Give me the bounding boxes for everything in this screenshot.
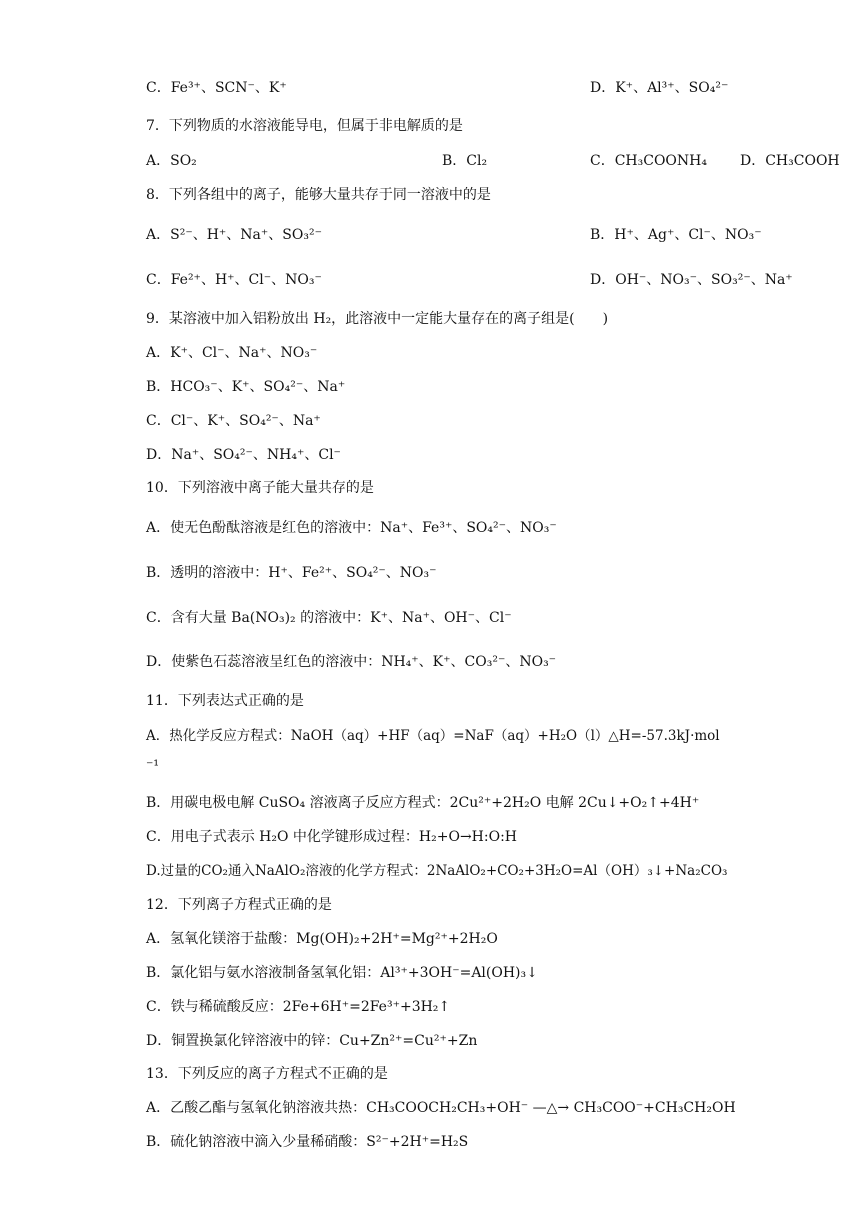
q8-option-row-2 [146,270,793,290]
q7-option-d: D．CH₃COOH [740,153,840,169]
q10-stem: 10．下列溶液中离子能大量共存的是 [146,480,374,496]
q13-stem: 13．下列反应的离子方程式不正确的是 [146,1066,388,1082]
q6-option-row [146,78,729,98]
q8-option-row-1 [146,225,762,245]
q10-option-c: C．含有大量 Ba(NO₃)₂ 的溶液中：K⁺、Na⁺、OH⁻、Cl⁻ [146,610,512,626]
q8-option-d: D．OH⁻、NO₃⁻、SO₃²⁻、Na⁺ [590,272,793,288]
q12-option-a: A．氢氧化镁溶于盐酸：Mg(OH)₂+2H⁺=Mg²⁺+2H₂O [146,931,498,947]
q7-option-a: A．SO₂ [146,153,197,169]
q7-option-b: B．Cl₂ [442,153,488,169]
q8-option-c: C．Fe²⁺、H⁺、Cl⁻、NO₃⁻ [146,272,322,288]
q9-option-b: B．HCO₃⁻、K⁺、SO₄²⁻、Na⁺ [146,379,346,395]
q8-option-b: B．H⁺、Ag⁺、Cl⁻、NO₃⁻ [590,227,762,243]
q7-stem: 7．下列物质的水溶液能导电，但属于非电解质的是 [146,118,463,134]
q8-stem: 8．下列各组中的离子，能够大量共存于同一溶液中的是 [146,187,491,203]
q13-option-b: B．硫化钠溶液中滴入少量稀硝酸：S²⁻+2H⁺=H₂S [146,1134,469,1150]
q12-option-b: B．氯化铝与氨水溶液制备氢氧化铝：Al³⁺+3OH⁻=Al(OH)₃↓ [146,965,538,981]
q9-option-a: A．K⁺、Cl⁻、Na⁺、NO₃⁻ [146,345,318,361]
q12-stem: 12．下列离子方程式正确的是 [146,897,332,913]
q6-option-c: C．Fe³⁺、SCN⁻、K⁺ [146,80,287,96]
q9-option-d: D．Na⁺、SO₄²⁻、NH₄⁺、Cl⁻ [146,447,341,463]
q13-option-a: A．乙酸乙酯与氢氧化钠溶液共热：CH₃COOCH₂CH₃+OH⁻ —△→ CH₃COO⁻+CH₃CH₂OH [146,1100,736,1116]
q10-option-a: A．使无色酚酞溶液是红色的溶液中：Na⁺、Fe³⁺、SO₄²⁻、NO₃⁻ [146,520,557,536]
q11-option-d: D.过量的CO₂通入NaAlO₂溶液的化学方程式：2NaAlO₂+CO₂+3H₂O=Al（OH）₃↓+Na₂CO₃ [146,863,728,879]
q11-option-c: C．用电子式表示 H₂O 中化学键形成过程：H₂+O→H:O:H [146,829,517,845]
q7-option-row [146,151,840,171]
q6-option-d: D．K⁺、Al³⁺、SO₄²⁻ [590,80,729,96]
q9-option-c: C．Cl⁻、K⁺、SO₄²⁻、Na⁺ [146,413,321,429]
q8-option-a: A．S²⁻、H⁺、Na⁺、SO₃²⁻ [146,227,322,243]
q10-option-b: B．透明的溶液中：H⁺、Fe²⁺、SO₄²⁻、NO₃⁻ [146,565,437,581]
q11-option-b: B．用碳电极电解 CuSO₄ 溶液离子反应方程式：2Cu²⁺+2H₂O 电解 2Cu↓+O₂↑+4H⁺ [146,795,700,811]
q11-option-a-continuation: ⁻¹ [146,758,160,774]
q12-option-d: D．铜置换氯化锌溶液中的锌：Cu+Zn²⁺=Cu²⁺+Zn [146,1033,478,1049]
q10-option-d: D．使紫色石蕊溶液呈红色的溶液中：NH₄⁺、K⁺、CO₃²⁻、NO₃⁻ [146,654,557,670]
q11-option-a: A．热化学反应方程式：NaOH（aq）+HF（aq）=NaF（aq）+H₂O（l）△H=-57.3kJ·mol [146,728,720,744]
q12-option-c: C．铁与稀硫酸反应：2Fe+6H⁺=2Fe³⁺+3H₂↑ [146,999,451,1015]
q9-stem: 9．某溶液中加入铝粉放出 H₂，此溶液中一定能大量存在的离子组是( ) [146,311,609,327]
q7-option-c: C．CH₃COONH₄ [590,153,707,169]
q11-stem: 11．下列表达式正确的是 [146,693,304,709]
